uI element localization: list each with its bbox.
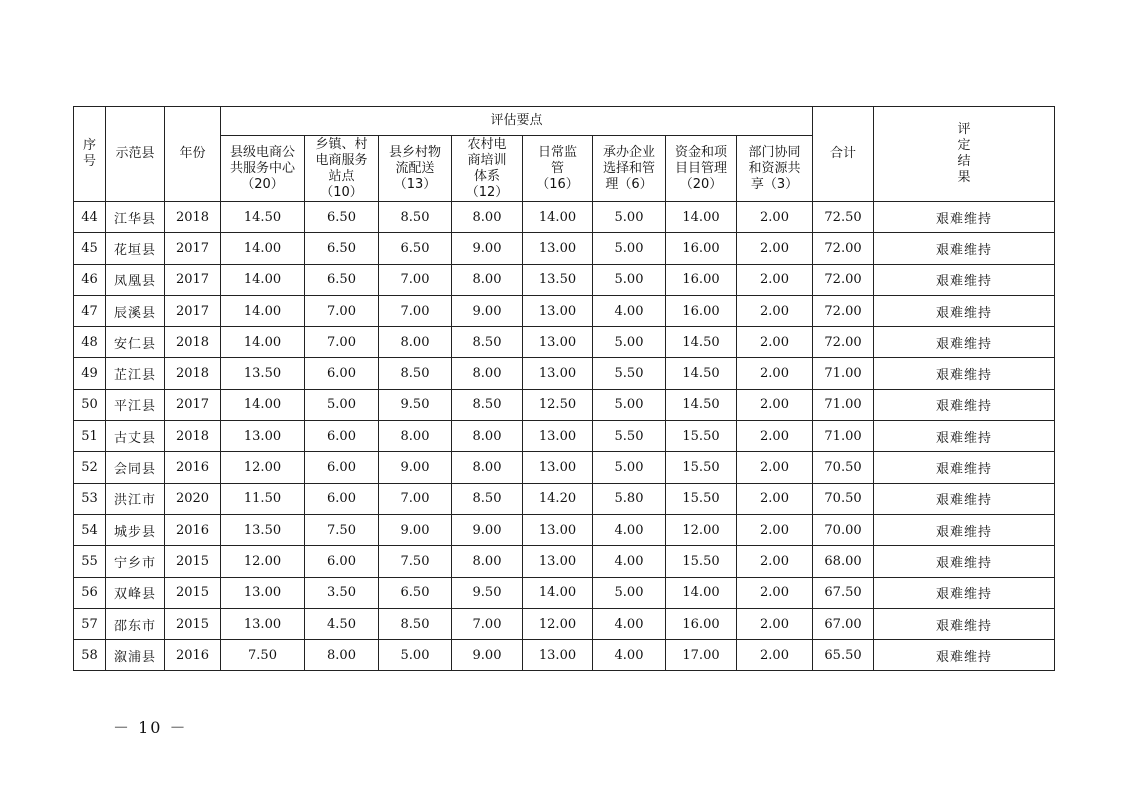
cell-score: 4.00	[593, 295, 666, 326]
cell-score: 2.00	[737, 514, 813, 545]
table-row	[74, 421, 1055, 452]
cell-score: 16.00	[666, 233, 737, 264]
cell-score: 13.00	[523, 421, 593, 452]
cell-score: 15.50	[666, 483, 737, 514]
cell-score: 6.50	[305, 233, 379, 264]
cell-seq: 50	[74, 389, 106, 420]
cell-score: 8.00	[379, 327, 452, 358]
cell-rating: 艰难维持	[874, 640, 1055, 671]
cell-score: 11.50	[221, 483, 305, 514]
cell-rating: 艰难维持	[874, 327, 1055, 358]
header-criterion: 县级电商公共服务中心（20）	[221, 136, 305, 202]
cell-county: 安仁县	[106, 327, 165, 358]
cell-score: 12.00	[523, 608, 593, 639]
cell-score: 14.00	[523, 577, 593, 608]
cell-total: 72.00	[813, 264, 874, 295]
table-row	[74, 295, 1055, 326]
cell-score: 14.00	[221, 389, 305, 420]
cell-county: 江华县	[106, 202, 165, 233]
cell-score: 2.00	[737, 577, 813, 608]
cell-total: 71.00	[813, 358, 874, 389]
cell-score: 9.00	[452, 295, 523, 326]
cell-rating: 艰难维持	[874, 483, 1055, 514]
cell-score: 5.00	[593, 233, 666, 264]
cell-score: 14.00	[221, 295, 305, 326]
cell-score: 5.00	[593, 264, 666, 295]
cell-total: 68.00	[813, 546, 874, 577]
cell-score: 8.00	[452, 452, 523, 483]
cell-score: 6.00	[305, 546, 379, 577]
cell-score: 4.50	[305, 608, 379, 639]
cell-rating: 艰难维持	[874, 546, 1055, 577]
header-county: 示范县	[106, 107, 165, 202]
cell-score: 17.00	[666, 640, 737, 671]
cell-score: 13.00	[221, 608, 305, 639]
cell-year: 2017	[165, 233, 221, 264]
cell-rating: 艰难维持	[874, 452, 1055, 483]
header-evaluation-points: 评估要点	[221, 107, 813, 136]
header-criterion: 资金和项目目管理（20）	[666, 136, 737, 202]
cell-score: 2.00	[737, 327, 813, 358]
cell-score: 15.50	[666, 546, 737, 577]
table-row	[74, 577, 1055, 608]
table-row	[74, 327, 1055, 358]
cell-total: 70.50	[813, 483, 874, 514]
cell-rating: 艰难维持	[874, 358, 1055, 389]
cell-year: 2018	[165, 202, 221, 233]
cell-score: 14.50	[666, 327, 737, 358]
cell-score: 14.50	[221, 202, 305, 233]
cell-score: 13.00	[523, 233, 593, 264]
cell-score: 8.50	[452, 389, 523, 420]
cell-rating: 艰难维持	[874, 233, 1055, 264]
cell-score: 14.20	[523, 483, 593, 514]
cell-score: 9.50	[379, 389, 452, 420]
cell-score: 14.50	[666, 389, 737, 420]
cell-seq: 55	[74, 546, 106, 577]
cell-score: 4.00	[593, 640, 666, 671]
cell-score: 5.00	[305, 389, 379, 420]
cell-county: 洪江市	[106, 483, 165, 514]
cell-seq: 52	[74, 452, 106, 483]
cell-score: 14.00	[523, 202, 593, 233]
cell-year: 2020	[165, 483, 221, 514]
cell-county: 花垣县	[106, 233, 165, 264]
cell-score: 7.00	[379, 264, 452, 295]
cell-score: 4.00	[593, 608, 666, 639]
cell-score: 5.00	[593, 202, 666, 233]
cell-year: 2015	[165, 577, 221, 608]
cell-county: 会同县	[106, 452, 165, 483]
cell-score: 7.50	[221, 640, 305, 671]
cell-score: 9.00	[452, 514, 523, 545]
cell-score: 16.00	[666, 608, 737, 639]
cell-total: 72.00	[813, 233, 874, 264]
table-row	[74, 608, 1055, 639]
table-body	[74, 202, 1055, 671]
table-row	[74, 640, 1055, 671]
cell-seq: 48	[74, 327, 106, 358]
cell-score: 6.50	[305, 202, 379, 233]
cell-year: 2017	[165, 295, 221, 326]
cell-total: 65.50	[813, 640, 874, 671]
cell-score: 8.00	[452, 546, 523, 577]
cell-rating: 艰难维持	[874, 421, 1055, 452]
cell-score: 2.00	[737, 452, 813, 483]
cell-score: 6.50	[379, 577, 452, 608]
cell-total: 67.50	[813, 577, 874, 608]
cell-year: 2016	[165, 514, 221, 545]
cell-seq: 44	[74, 202, 106, 233]
cell-county: 凤凰县	[106, 264, 165, 295]
cell-score: 5.00	[379, 640, 452, 671]
cell-total: 72.50	[813, 202, 874, 233]
cell-score: 14.00	[666, 202, 737, 233]
cell-score: 7.00	[379, 483, 452, 514]
cell-total: 70.00	[813, 514, 874, 545]
cell-score: 9.00	[452, 233, 523, 264]
cell-county: 平江县	[106, 389, 165, 420]
cell-year: 2015	[165, 608, 221, 639]
cell-rating: 艰难维持	[874, 295, 1055, 326]
cell-score: 6.00	[305, 483, 379, 514]
cell-score: 9.00	[452, 640, 523, 671]
cell-rating: 艰难维持	[874, 514, 1055, 545]
table-row	[74, 452, 1055, 483]
table-row	[74, 233, 1055, 264]
table-row	[74, 358, 1055, 389]
cell-score: 7.00	[305, 295, 379, 326]
cell-score: 2.00	[737, 640, 813, 671]
cell-score: 8.50	[379, 358, 452, 389]
cell-score: 14.00	[221, 233, 305, 264]
cell-score: 7.00	[305, 327, 379, 358]
cell-rating: 艰难维持	[874, 389, 1055, 420]
cell-county: 古丈县	[106, 421, 165, 452]
header-criterion: 县乡村物流配送（13）	[379, 136, 452, 202]
cell-year: 2017	[165, 264, 221, 295]
cell-year: 2017	[165, 389, 221, 420]
cell-score: 2.00	[737, 389, 813, 420]
cell-score: 5.80	[593, 483, 666, 514]
cell-score: 2.00	[737, 546, 813, 577]
cell-seq: 46	[74, 264, 106, 295]
cell-year: 2015	[165, 546, 221, 577]
table-row	[74, 514, 1055, 545]
cell-score: 8.50	[452, 483, 523, 514]
cell-seq: 56	[74, 577, 106, 608]
cell-year: 2018	[165, 421, 221, 452]
header-criterion: 部门协同和资源共享（3）	[737, 136, 813, 202]
cell-score: 13.00	[221, 421, 305, 452]
cell-year: 2016	[165, 452, 221, 483]
cell-score: 2.00	[737, 233, 813, 264]
cell-score: 8.00	[379, 421, 452, 452]
header-year: 年份	[165, 107, 221, 202]
cell-score: 12.00	[221, 452, 305, 483]
cell-score: 2.00	[737, 264, 813, 295]
cell-seq: 51	[74, 421, 106, 452]
header-seq: 序号	[74, 107, 106, 202]
cell-score: 8.00	[305, 640, 379, 671]
cell-score: 12.00	[666, 514, 737, 545]
header-criterion: 农村电商培训体系（12）	[452, 136, 523, 202]
cell-county: 双峰县	[106, 577, 165, 608]
cell-score: 6.50	[305, 264, 379, 295]
cell-score: 8.00	[452, 264, 523, 295]
table-row	[74, 389, 1055, 420]
cell-score: 2.00	[737, 358, 813, 389]
cell-score: 6.50	[379, 233, 452, 264]
cell-score: 7.50	[305, 514, 379, 545]
cell-score: 2.00	[737, 295, 813, 326]
header-criterion: 乡镇、村电商服务站点（10）	[305, 136, 379, 202]
cell-county: 邵东市	[106, 608, 165, 639]
cell-score: 16.00	[666, 264, 737, 295]
cell-score: 3.50	[305, 577, 379, 608]
cell-rating: 艰难维持	[874, 608, 1055, 639]
header-rating: 评定结果	[874, 107, 1055, 202]
cell-score: 14.00	[221, 264, 305, 295]
table-row	[74, 264, 1055, 295]
cell-score: 13.00	[221, 577, 305, 608]
cell-score: 13.50	[221, 358, 305, 389]
cell-score: 4.00	[593, 546, 666, 577]
cell-total: 67.00	[813, 608, 874, 639]
cell-score: 2.00	[737, 421, 813, 452]
cell-year: 2016	[165, 640, 221, 671]
cell-score: 16.00	[666, 295, 737, 326]
cell-score: 13.50	[523, 264, 593, 295]
cell-score: 7.00	[379, 295, 452, 326]
cell-seq: 58	[74, 640, 106, 671]
evaluation-table	[73, 106, 1055, 671]
cell-score: 5.50	[593, 358, 666, 389]
cell-score: 13.00	[523, 514, 593, 545]
table-row	[74, 483, 1055, 514]
cell-rating: 艰难维持	[874, 202, 1055, 233]
cell-rating: 艰难维持	[874, 264, 1055, 295]
table-row	[74, 202, 1055, 233]
cell-score: 14.50	[666, 358, 737, 389]
cell-score: 7.00	[452, 608, 523, 639]
cell-seq: 54	[74, 514, 106, 545]
cell-score: 12.50	[523, 389, 593, 420]
cell-total: 70.50	[813, 452, 874, 483]
cell-seq: 47	[74, 295, 106, 326]
cell-score: 2.00	[737, 608, 813, 639]
cell-seq: 49	[74, 358, 106, 389]
cell-score: 13.50	[221, 514, 305, 545]
cell-score: 5.00	[593, 452, 666, 483]
cell-score: 5.50	[593, 421, 666, 452]
cell-score: 13.00	[523, 640, 593, 671]
cell-total: 71.00	[813, 389, 874, 420]
page-number: － 10 －	[113, 718, 188, 737]
cell-county: 城步县	[106, 514, 165, 545]
cell-score: 9.00	[379, 452, 452, 483]
cell-score: 6.00	[305, 452, 379, 483]
cell-score: 5.00	[593, 389, 666, 420]
cell-score: 7.50	[379, 546, 452, 577]
cell-score: 5.00	[593, 577, 666, 608]
cell-score: 9.50	[452, 577, 523, 608]
table-header	[74, 107, 1055, 202]
header-total: 合计	[813, 107, 874, 202]
cell-score: 13.00	[523, 295, 593, 326]
cell-rating: 艰难维持	[874, 577, 1055, 608]
cell-score: 8.50	[452, 327, 523, 358]
cell-score: 13.00	[523, 452, 593, 483]
cell-score: 12.00	[221, 546, 305, 577]
cell-county: 辰溪县	[106, 295, 165, 326]
cell-score: 15.50	[666, 452, 737, 483]
cell-seq: 53	[74, 483, 106, 514]
cell-county: 宁乡市	[106, 546, 165, 577]
cell-score: 8.00	[452, 421, 523, 452]
cell-total: 71.00	[813, 421, 874, 452]
cell-score: 15.50	[666, 421, 737, 452]
cell-score: 4.00	[593, 514, 666, 545]
cell-score: 6.00	[305, 358, 379, 389]
cell-total: 72.00	[813, 327, 874, 358]
cell-score: 8.50	[379, 608, 452, 639]
cell-seq: 45	[74, 233, 106, 264]
cell-score: 8.50	[379, 202, 452, 233]
cell-year: 2018	[165, 358, 221, 389]
cell-score: 8.00	[452, 202, 523, 233]
cell-score: 5.00	[593, 327, 666, 358]
cell-year: 2018	[165, 327, 221, 358]
cell-score: 14.00	[221, 327, 305, 358]
header-criterion: 日常监管（16）	[523, 136, 593, 202]
cell-county: 芷江县	[106, 358, 165, 389]
header-criterion: 承办企业选择和管理（6）	[593, 136, 666, 202]
cell-score: 6.00	[305, 421, 379, 452]
cell-seq: 57	[74, 608, 106, 639]
cell-score: 2.00	[737, 202, 813, 233]
cell-county: 溆浦县	[106, 640, 165, 671]
cell-score: 8.00	[452, 358, 523, 389]
cell-total: 72.00	[813, 295, 874, 326]
cell-score: 13.00	[523, 546, 593, 577]
cell-score: 9.00	[379, 514, 452, 545]
table-row	[74, 546, 1055, 577]
cell-score: 14.00	[666, 577, 737, 608]
cell-score: 2.00	[737, 483, 813, 514]
cell-score: 13.00	[523, 327, 593, 358]
cell-score: 13.00	[523, 358, 593, 389]
